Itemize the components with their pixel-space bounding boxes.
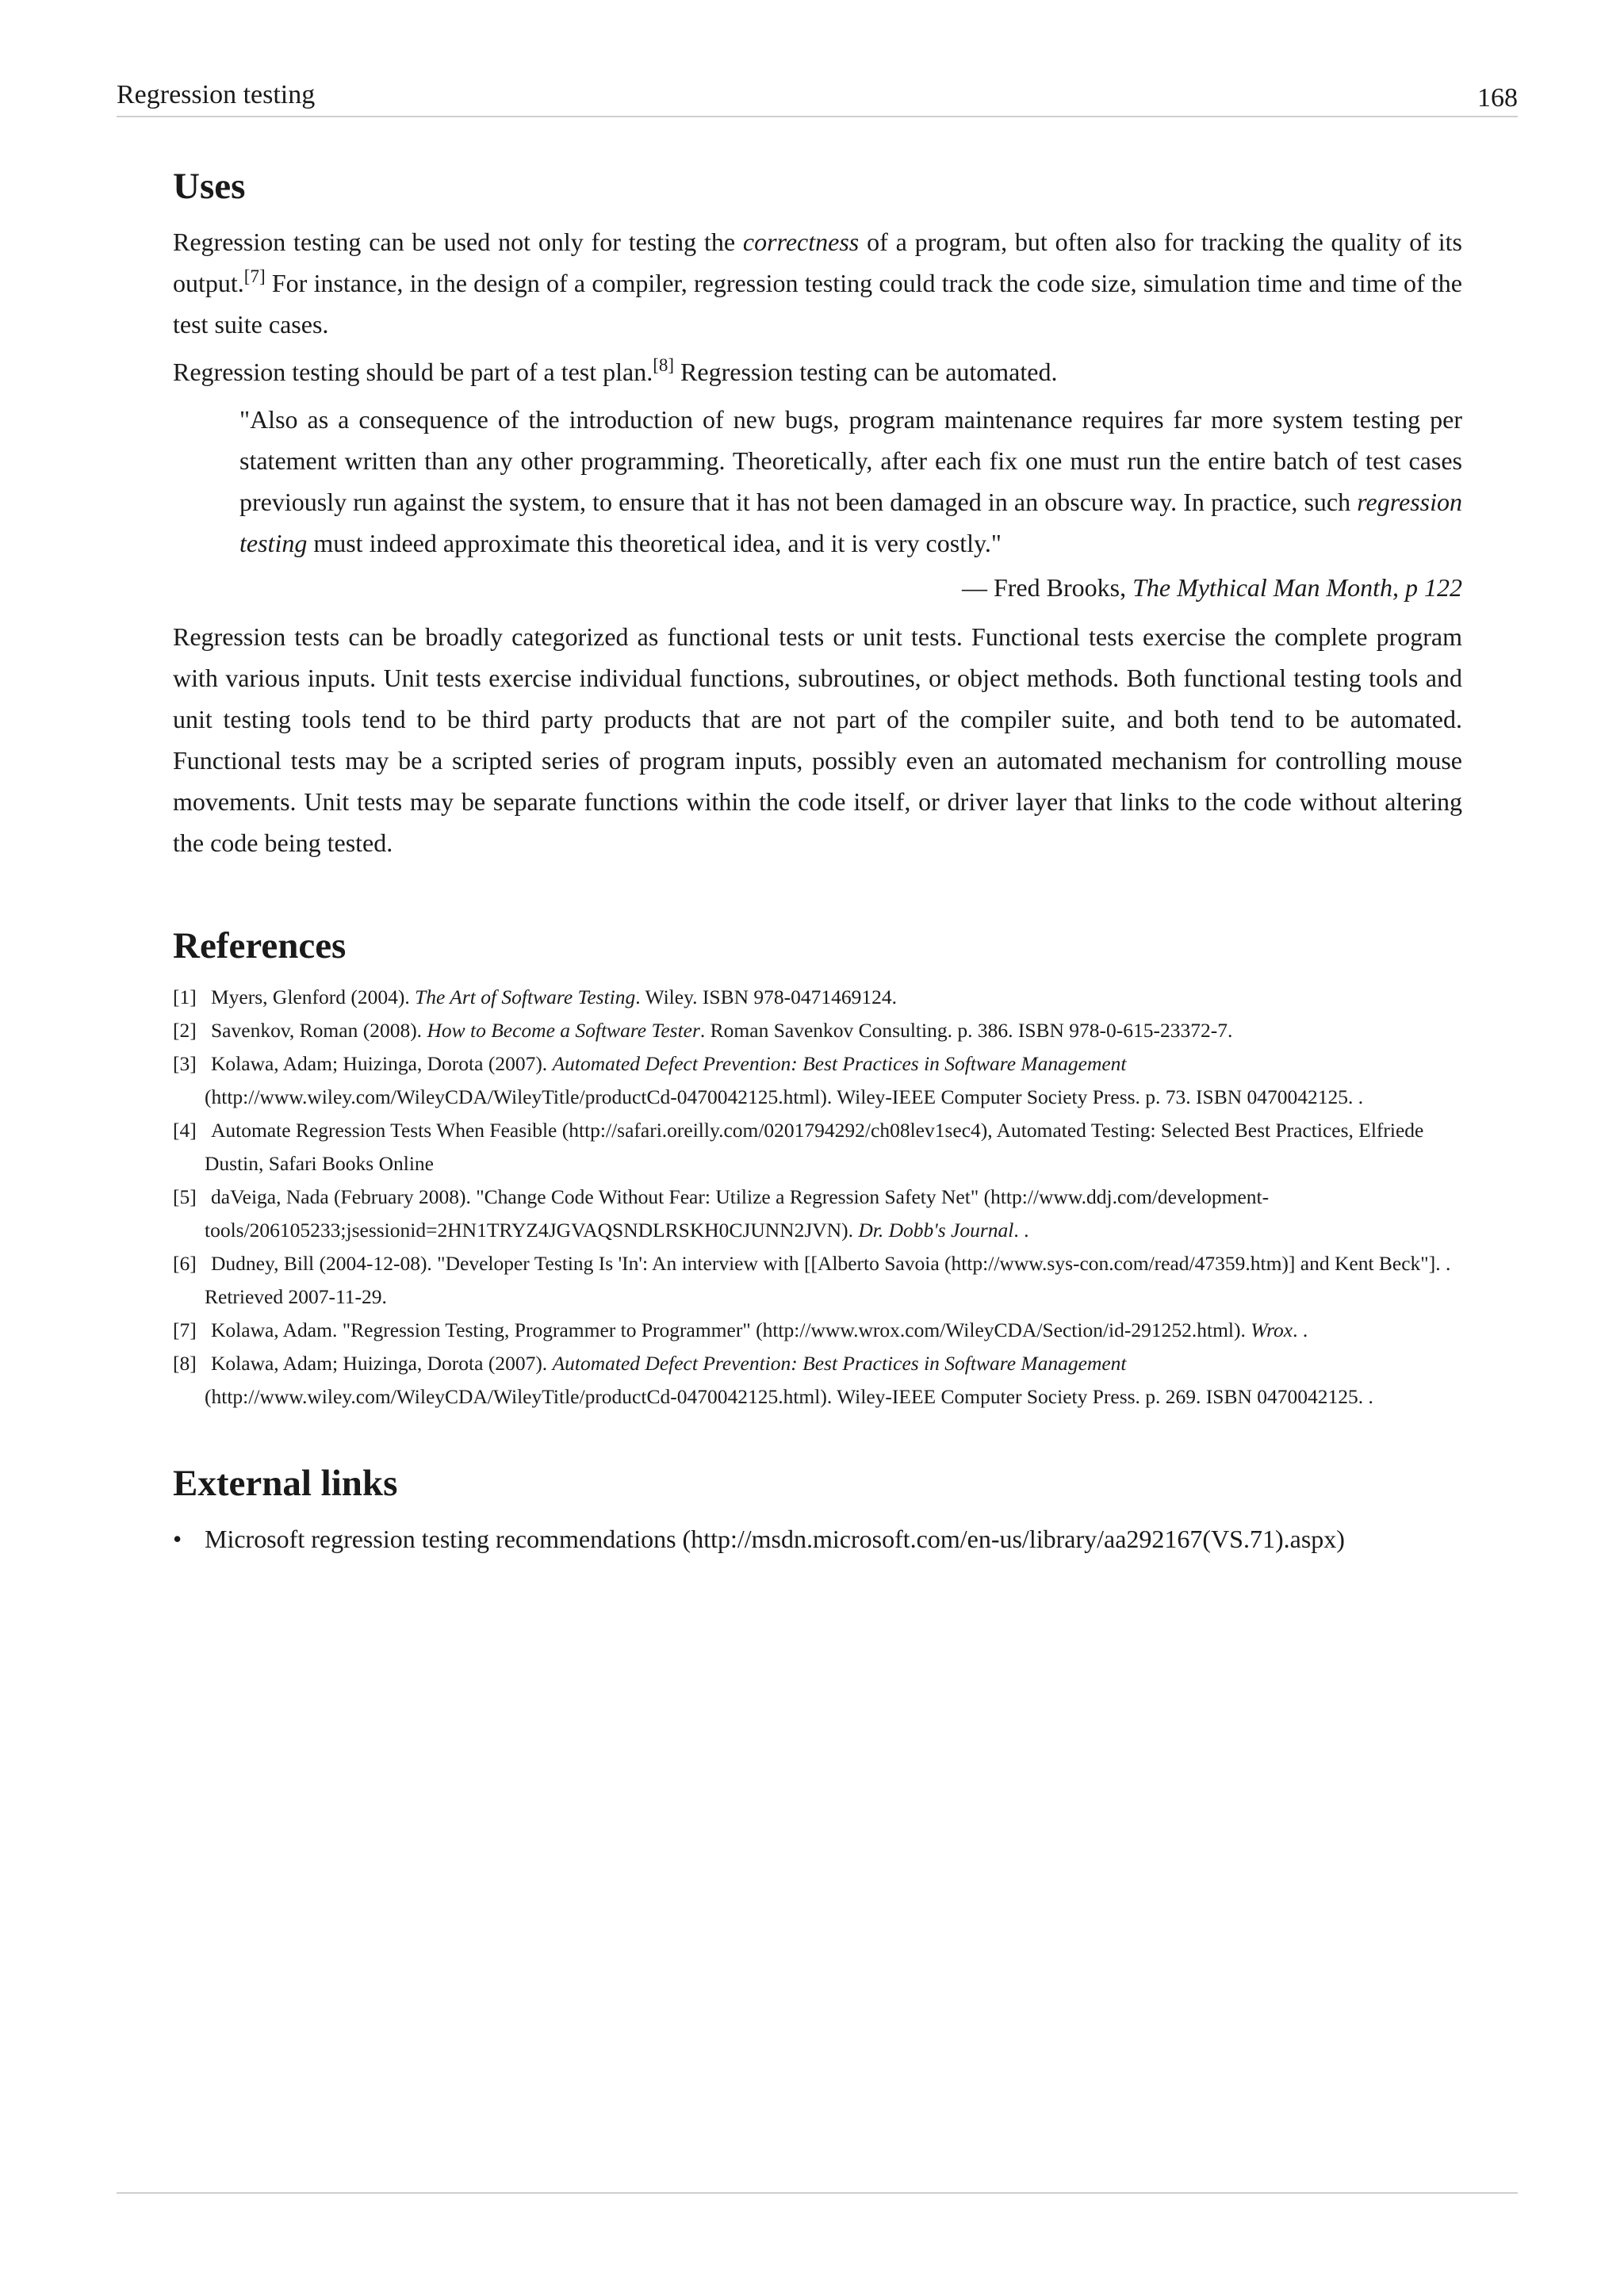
reference-title: The Art of Software Testing — [415, 985, 636, 1008]
reference-title: Automated Defect Prevention: Best Practices in Software Management — [552, 1352, 1127, 1375]
section-spacer — [173, 870, 1462, 922]
bullet-icon: • — [173, 1525, 182, 1553]
reference-number[interactable]: [2] — [173, 1019, 197, 1042]
reference-text: Kolawa, Adam; Huizinga, Dorota (2007). — [211, 1052, 553, 1075]
reference-title: Automated Defect Prevention: Best Practices in Software Management — [552, 1052, 1127, 1075]
footer-rule — [117, 2192, 1518, 2194]
article-body — [173, 163, 1462, 1559]
page-header — [117, 76, 1518, 117]
quote-text: "Also as a consequence of the introduction of new bugs, program maintenance requires far more system testing per statement written than any other programming. Theoretically, after each fix one must run the entire batch of test cases previously run against the system, to ensure that it has not been damaged in an obscure way. In practice, such — [239, 405, 1462, 516]
external-link-item — [173, 1518, 1410, 1559]
emphasis-correctness: correctness — [742, 228, 860, 256]
text-run: Regression testing can be used not only for testing the — [173, 228, 743, 256]
reference-number[interactable]: [5] — [173, 1185, 197, 1208]
reference-number[interactable]: [6] — [173, 1252, 197, 1275]
attribution-author: — Fred Brooks, — [961, 573, 1133, 602]
reference-number[interactable]: [3] — [173, 1052, 197, 1075]
text-run: For instance, in the design of a compiler, regression testing could track the code size, simulation time and time of the test suite cases. — [173, 269, 1462, 339]
reference-item — [173, 1314, 1462, 1347]
uses-paragraph-3: Regression tests can be broadly categorized as functional tests or unit tests. Functional tests exercise the complete program with various inputs. Unit tests exercise individual functions, subroutines, or object methods. Both functional testing tools and unit testing tools tend to be third party products that are not part of the compiler suite, and both tend to be automated. Functional tests may be a scripted series of program inputs, possibly even an automated mechanism for controlling mouse movements. Unit tests may be separate functions within the code itself, or driver layer that links to the code without altering the code being tested. — [173, 622, 1462, 857]
reference-link-text[interactable]: Dudney, Bill (2004-12-08). "Developer Testing Is 'In': An interview with [[Alberto Savoia (http://www.sys-con.com/read/47359.htm)] and Kent Beck"]. . Retrieved 2007-11-29. — [205, 1252, 1451, 1308]
reference-number[interactable]: [7] — [173, 1318, 197, 1341]
reference-link-text[interactable]: Automate Regression Tests When Feasible (http://safari.oreilly.com/0201794292/ch08lev1sec4), Automated Testing: Selected Best Practices, Elfriede Dustin, Safari Books Online — [205, 1119, 1424, 1175]
external-link[interactable]: Microsoft regression testing recommendations (http://msdn.microsoft.com/en-us/library/aa292167(VS.71).aspx) — [205, 1525, 1345, 1553]
citation-8[interactable]: [8] — [653, 355, 675, 375]
block-quote — [239, 399, 1462, 564]
quote-attribution — [173, 567, 1462, 608]
citation-7[interactable]: [7] — [243, 266, 266, 286]
reference-text: Kolawa, Adam; Huizinga, Dorota (2007). — [211, 1352, 553, 1375]
references-list — [173, 981, 1462, 1414]
reference-item — [173, 1014, 1462, 1047]
section-spacer — [173, 1414, 1462, 1460]
running-title: Regression testing — [117, 80, 316, 109]
text-run: Regression testing should be part of a test plan. — [173, 358, 653, 386]
reference-item — [173, 1114, 1462, 1181]
reference-title: Wrox — [1251, 1318, 1293, 1341]
reference-text: Myers, Glenford (2004). — [211, 985, 416, 1008]
page-number: 168 — [1477, 83, 1518, 113]
uses-heading: Uses — [173, 166, 246, 207]
reference-title: How to Become a Software Tester — [427, 1019, 700, 1042]
text-run: of a program, but often also for tracking the quality of its output. — [173, 228, 1463, 297]
attribution-source: The Mythical Man Month, p 122 — [1132, 573, 1462, 602]
reference-item — [173, 1181, 1462, 1247]
references-heading: References — [173, 925, 347, 966]
reference-text: Savenkov, Roman (2008). — [211, 1019, 427, 1042]
external-links-list — [173, 1518, 1462, 1559]
reference-number[interactable]: [1] — [173, 985, 197, 1008]
quote-text: must indeed approximate this theoretical idea, and it is very costly." — [307, 529, 1002, 557]
reference-text: . . — [1293, 1318, 1308, 1341]
reference-title: Dr. Dobb's Journal — [858, 1219, 1014, 1242]
reference-number[interactable]: [8] — [173, 1352, 197, 1375]
text-run: Regression testing can be automated. — [674, 358, 1058, 386]
external-links-heading: External links — [173, 1463, 398, 1504]
uses-paragraph-2 — [173, 351, 1462, 392]
reference-link-text[interactable]: (http://www.wiley.com/WileyCDA/WileyTitle/productCd-0470042125.html). Wiley-IEEE Computer Society Press. p. 73. ISBN 0470042125. . — [205, 1085, 1364, 1108]
reference-number[interactable]: [4] — [173, 1119, 197, 1142]
emphasis-regression-testing: regression testing — [239, 488, 1462, 557]
reference-link-text[interactable]: daVeiga, Nada (February 2008). "Change Code Without Fear: Utilize a Regression Safety Net" (http://www.ddj.com/development-tools/206105233;jsessionid=2HN1TRYZ4JGVAQSNDLRSKH0CJUNN2JVN). — [205, 1185, 1270, 1242]
uses-paragraph-1 — [173, 221, 1462, 345]
reference-text: . . — [1013, 1219, 1029, 1242]
reference-item — [173, 1347, 1462, 1414]
reference-item — [173, 1047, 1462, 1114]
reference-text: . Roman Savenkov Consulting. p. 386. ISBN 978-0-615-23372-7. — [699, 1019, 1233, 1042]
reference-link-text[interactable]: (http://www.wiley.com/WileyCDA/WileyTitle/productCd-0470042125.html). Wiley-IEEE Computer Society Press. p. 269. ISBN 0470042125. . — [205, 1385, 1373, 1408]
reference-item — [173, 981, 1462, 1014]
reference-item — [173, 1247, 1462, 1314]
reference-text: . Wiley. ISBN 978-0471469124. — [635, 985, 898, 1008]
reference-link-text[interactable]: Kolawa, Adam. "Regression Testing, Programmer to Programmer" (http://www.wrox.com/WileyCDA/Section/id-291252.html). — [211, 1318, 1251, 1341]
